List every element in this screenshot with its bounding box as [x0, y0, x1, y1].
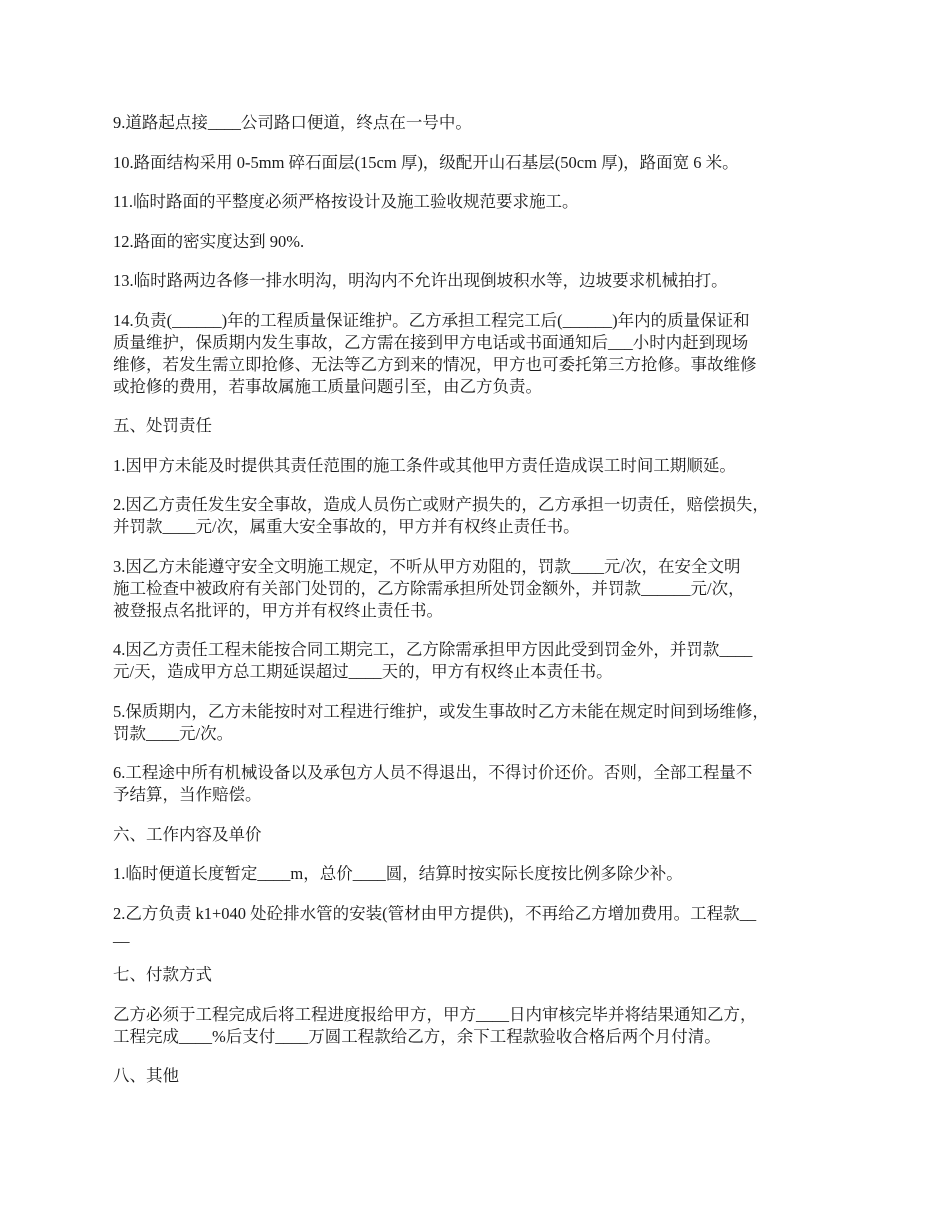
work-2: 2.乙方负责 k1+040 处砼排水管的安装(管材由甲方提供)，不再给乙方增加费用。工程款__ __ [113, 903, 757, 945]
clause-13: 13.临时路两边各修一排水明沟，明沟内不允许出现倒坡积水等，边坡要求机械拍打。 [113, 271, 728, 290]
penalty-3: 3.因乙方未能遵守安全文明施工规定，不听从甲方劝阻的，罚款____元/次，在安全文明 施工检查中被政府有关部门处罚的，乙方除需承担所处罚金额外，并罚款______元/次， 被登报点名批评的，甲方并有权终止责任书。 [113, 556, 745, 620]
penalty-6: 6.工程途中所有机械设备以及承包方人员不得退出，不得讨价还价。否则，全部工程量不 予结算，当作赔偿。 [113, 763, 753, 804]
clause-11: 11.临时路面的平整度必须严格按设计及施工验收规范要求施工。 [113, 192, 579, 211]
work-1: 1.临时便道长度暂定____m，总价____圆，结算时按实际长度按比例多除少补。 [113, 864, 683, 883]
section-6-heading: 六、工作内容及单价 [113, 824, 262, 844]
clause-9: 9.道路起点接____公司路口便道，终点在一号中。 [113, 113, 472, 132]
payment-terms: 乙方必须于工程完成后将工程进度报给甲方，甲方____日内审核完毕并将结果通知乙方， 工程完成____%后支付____万圆工程款给乙方，余下工程款验收合格后两个月付清。 [113, 1004, 757, 1046]
penalty-1: 1.因甲方未能及时提供其责任范围的施工条件或其他甲方责任造成误工时间工期顺延。 [113, 455, 736, 475]
section-5-heading: 五、处罚责任 [113, 416, 212, 435]
penalty-4: 4.因乙方责任工程未能按合同工期完工，乙方除需承担甲方因此受到罚金外，并罚款____ 元/天，造成甲方总工期延误超过____天的，甲方有权终止本责任书。 [113, 640, 753, 681]
penalty-5: 5.保质期内，乙方未能按时对工程进行维护，或发生事故时乙方未能在规定时间到场维修， 罚款____元/次。 [113, 701, 769, 743]
penalty-2: 2.因乙方责任发生安全事故，造成人员伤亡或财产损失的，乙方承担一切责任，赔偿损失， 并罚款____元/次，属重大安全事故的，甲方并有权终止责任书。 [113, 495, 769, 536]
clause-14: 14.负责(______)年的工程质量保证维护。乙方承担工程完工后(______)年内的质量保证和 质量维护，保质期内发生事故，乙方需在接到甲方电话或书面通知后___小时内赶到现场 维修，若发生需立即抢修、无法等乙方到来的情况，甲方也可委托第三方抢修。事故维修 或抢修的费用，若事故属施工质量问题引至，由乙方负责。 [113, 310, 757, 396]
document-page [113, 112, 843, 1105]
section-7-heading: 七、付款方式 [113, 965, 212, 984]
clause-10: 10.路面结构采用 0-5mm 碎石面层(15cm 厚)，级配开山石基层(50cm 厚)，路面宽 6 米。 [113, 152, 739, 172]
section-8-heading: 八、其他 [113, 1066, 179, 1085]
clause-12: 12.路面的密实度达到 90%. [113, 231, 305, 251]
